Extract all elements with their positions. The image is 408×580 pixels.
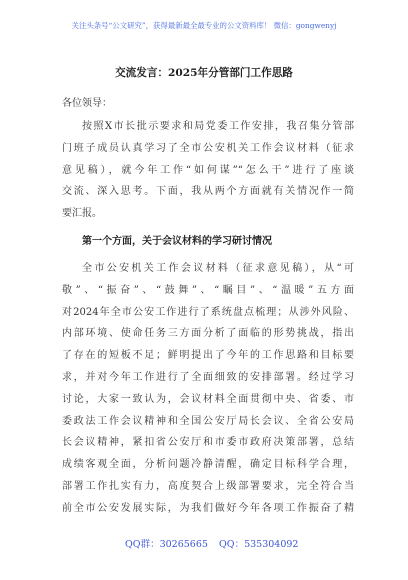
salutation: 各位领导： bbox=[62, 98, 112, 109]
paragraph-line: 了存在的短板不足；鲜明提出了今年的工作思路和目标要 bbox=[62, 350, 354, 362]
paragraph-line: 讨论，大家一致认为，会议材料全面贯彻中央、省委、市 bbox=[62, 393, 354, 405]
section-heading: 第一个方面，关于会议材料的学习研讨情况 bbox=[82, 236, 272, 247]
paragraph-line: 对2024年全市公安工作进行了系统盘点梳理；从涉外风险、 bbox=[62, 306, 354, 318]
paragraph-line: 按照X市长批示要求和局党委工作安排，我召集分管部 bbox=[82, 121, 354, 132]
paragraph-line: 要汇报。 bbox=[62, 208, 102, 220]
header-notice: 关注头条号“公文研究”，获得最新最全最专业的公文资料库！ 微信：gongwenyj bbox=[71, 21, 337, 30]
paragraph-line: 全市公安机关工作会议材料（征求意见稿），从“可 bbox=[82, 263, 354, 274]
paragraph-line: 门班子成员认真学习了全市公安机关工作会议材料（征求 bbox=[62, 142, 354, 154]
paragraph-line: 交流、深入思考。下面，我从两个方面就有关情况作一简 bbox=[62, 186, 354, 198]
paragraph-line: 前全市公安发展实际，为我们做好今年各项工作振奋了精 bbox=[62, 502, 354, 514]
footer-qq-group: QQ群：30265665 bbox=[125, 539, 208, 550]
paragraph-line: 委政法工作会议精神和全国公安厅局长会议、全省公安局 bbox=[62, 415, 354, 427]
paragraph-line: 敬”、“振奋”、“鼓舞”、“瞩目”、“温暖”五方面 bbox=[62, 284, 354, 296]
section-paragraph bbox=[62, 258, 354, 520]
paragraph-line: 意见稿），就今年工作“如何谋”“怎么干”进行了座谈 bbox=[62, 164, 354, 176]
paragraph-line: 求，并对今年工作进行了全面细致的安排部署。经过学习 bbox=[62, 371, 354, 383]
intro-paragraph bbox=[62, 116, 354, 225]
paragraph-line: 成绩客观全面，分析问题冷静清醒，确定目标科学合理， bbox=[62, 459, 354, 471]
document-title: 交流发言：2025年分管部门工作思路 bbox=[115, 67, 293, 79]
paragraph-line: 长会议精神，紧扣省公安厅和市委市政府决策部署，总结 bbox=[62, 437, 354, 449]
footer-qq-number: QQ：535304092 bbox=[219, 539, 299, 550]
paragraph-line: 内部环境、使命任务三方面分析了面临的形势挑战，指出 bbox=[62, 328, 354, 340]
paragraph-line: 部署工作扎实有力，高度契合上级部署要求，完全符合当 bbox=[62, 480, 354, 492]
